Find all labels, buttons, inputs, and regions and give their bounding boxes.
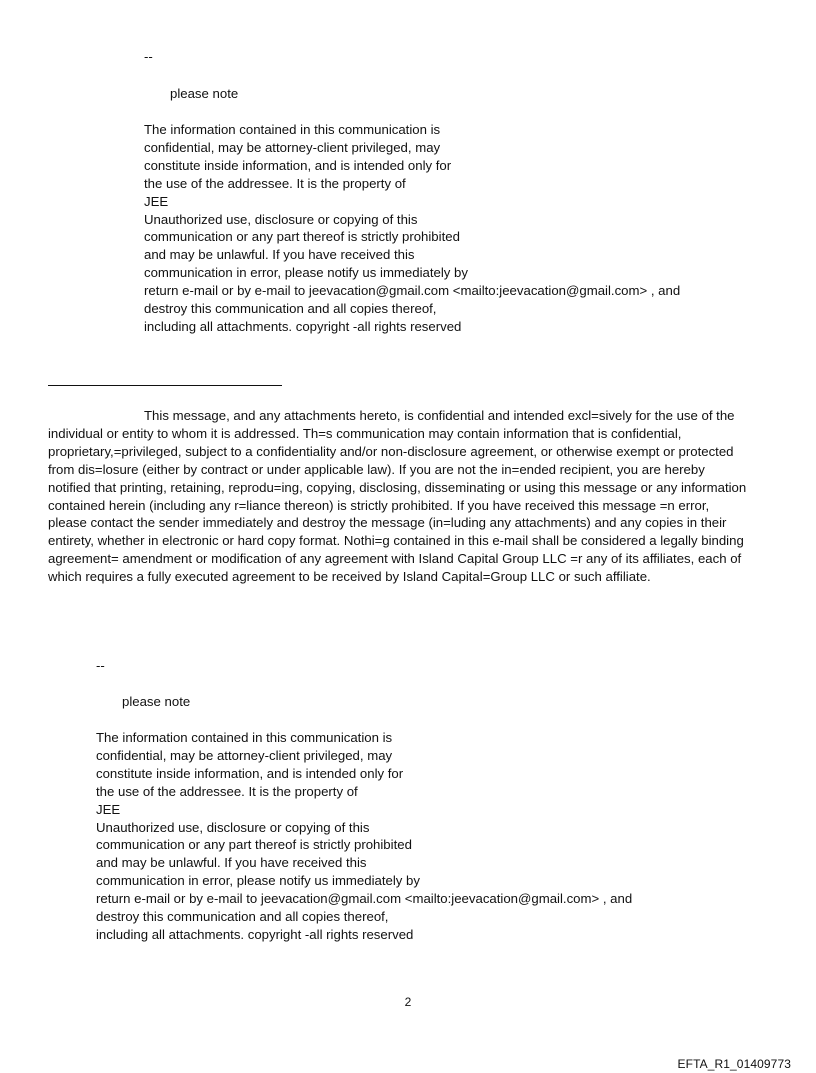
notice-2-line: constitute inside information, and is intended only for bbox=[96, 765, 404, 781]
notice-2-line: communication or any part thereof is strictly prohibited bbox=[96, 837, 412, 853]
notice-2-line: destroy this communication and all copies thereof, bbox=[96, 909, 389, 925]
notice-1-line: confidential, may be attorney-client privileged, may bbox=[144, 139, 441, 155]
notice-1-line: Unauthorized use, disclosure or copying of this bbox=[144, 211, 418, 227]
notice-1-heading: please note bbox=[170, 86, 239, 101]
notice-2-line: and may be unlawful. If you have received this bbox=[96, 855, 367, 871]
disclaimer-line: notified that printing, retaining, reprodu=ing, copying, disclosing, disseminating or using this message or any information bbox=[48, 479, 747, 495]
notice-1-line: communication or any part thereof is strictly prohibited bbox=[144, 229, 460, 245]
notice-1-body bbox=[144, 121, 680, 336]
disclaimer-line: proprietary,=privileged, subject to a confidentiality and/or non-disclosure agreement, or otherwise exempt or protected bbox=[48, 443, 734, 459]
disclaimer-body bbox=[48, 407, 746, 586]
notice-2-line: The information contained in this communication is bbox=[96, 730, 393, 745]
notice-1-line: JEE bbox=[144, 193, 169, 209]
notice-2-line: including all attachments. copyright -all rights reserved bbox=[96, 926, 414, 942]
disclaimer-line: agreement= amendment or modification of any agreement with Island Capital Group LLC =r any of its affiliates, each of bbox=[48, 551, 742, 567]
notice-2-line: communication in error, please notify us immediately by bbox=[96, 873, 420, 889]
notice-2-dash: -- bbox=[96, 658, 105, 673]
disclaimer-line: contained herein (including any r=liance thereon) is strictly prohibited. If you have received this message =n error, bbox=[48, 497, 710, 513]
notice-1-line: return e-mail or by e-mail to jeevacation@gmail.com <mailto:jeevacation@gmail.com> , and bbox=[144, 283, 681, 299]
notice-1-line: communication in error, please notify us immediately by bbox=[144, 265, 468, 281]
page-number: 2 bbox=[404, 995, 412, 1009]
notice-2-line: Unauthorized use, disclosure or copying of this bbox=[96, 819, 370, 835]
disclaimer-line: individual or entity to whom it is addressed. Th=s communication may contain information that is confidential, bbox=[48, 425, 682, 441]
notice-1-line: constitute inside information, and is intended only for bbox=[144, 157, 452, 173]
notice-2-body bbox=[96, 729, 632, 944]
disclaimer-line: which requires a fully executed agreement to be received by Island Capital=Group LLC or such affiliate. bbox=[48, 569, 651, 585]
disclaimer-line: entirety, whether in electronic or hard copy format. Nothi=g contained in this e-mail shall be considered a legally binding bbox=[48, 533, 744, 549]
notice-1-line: and may be unlawful. If you have received this bbox=[144, 247, 415, 263]
notice-1-dash: -- bbox=[144, 49, 153, 64]
separator-rule bbox=[48, 385, 282, 386]
document-id-footer: EFTA_R1_01409773 bbox=[677, 1057, 791, 1071]
notice-1-line: The information contained in this communication is bbox=[144, 122, 441, 137]
disclaimer-line: This message, and any attachments hereto, is confidential and intended excl=sively for the use of the bbox=[144, 408, 735, 423]
disclaimer-line: from dis=losure (either by contract or under applicable law). If you are not the in=ended recipient, you are hereby bbox=[48, 461, 705, 477]
notice-1-line: including all attachments. copyright -all rights reserved bbox=[144, 318, 462, 334]
notice-2-line: the use of the addressee. It is the property of bbox=[96, 783, 358, 799]
disclaimer-line: please contact the sender immediately and destroy the message (in=luding any attachments) and any copies in their bbox=[48, 515, 727, 531]
notice-2-line: return e-mail or by e-mail to jeevacation@gmail.com <mailto:jeevacation@gmail.com> , and bbox=[96, 891, 633, 907]
notice-1-line: destroy this communication and all copies thereof, bbox=[144, 301, 437, 317]
notice-2-line: confidential, may be attorney-client privileged, may bbox=[96, 747, 393, 763]
notice-2-heading: please note bbox=[122, 694, 191, 709]
notice-1-line: the use of the addressee. It is the property of bbox=[144, 175, 406, 191]
notice-2-line: JEE bbox=[96, 801, 121, 817]
